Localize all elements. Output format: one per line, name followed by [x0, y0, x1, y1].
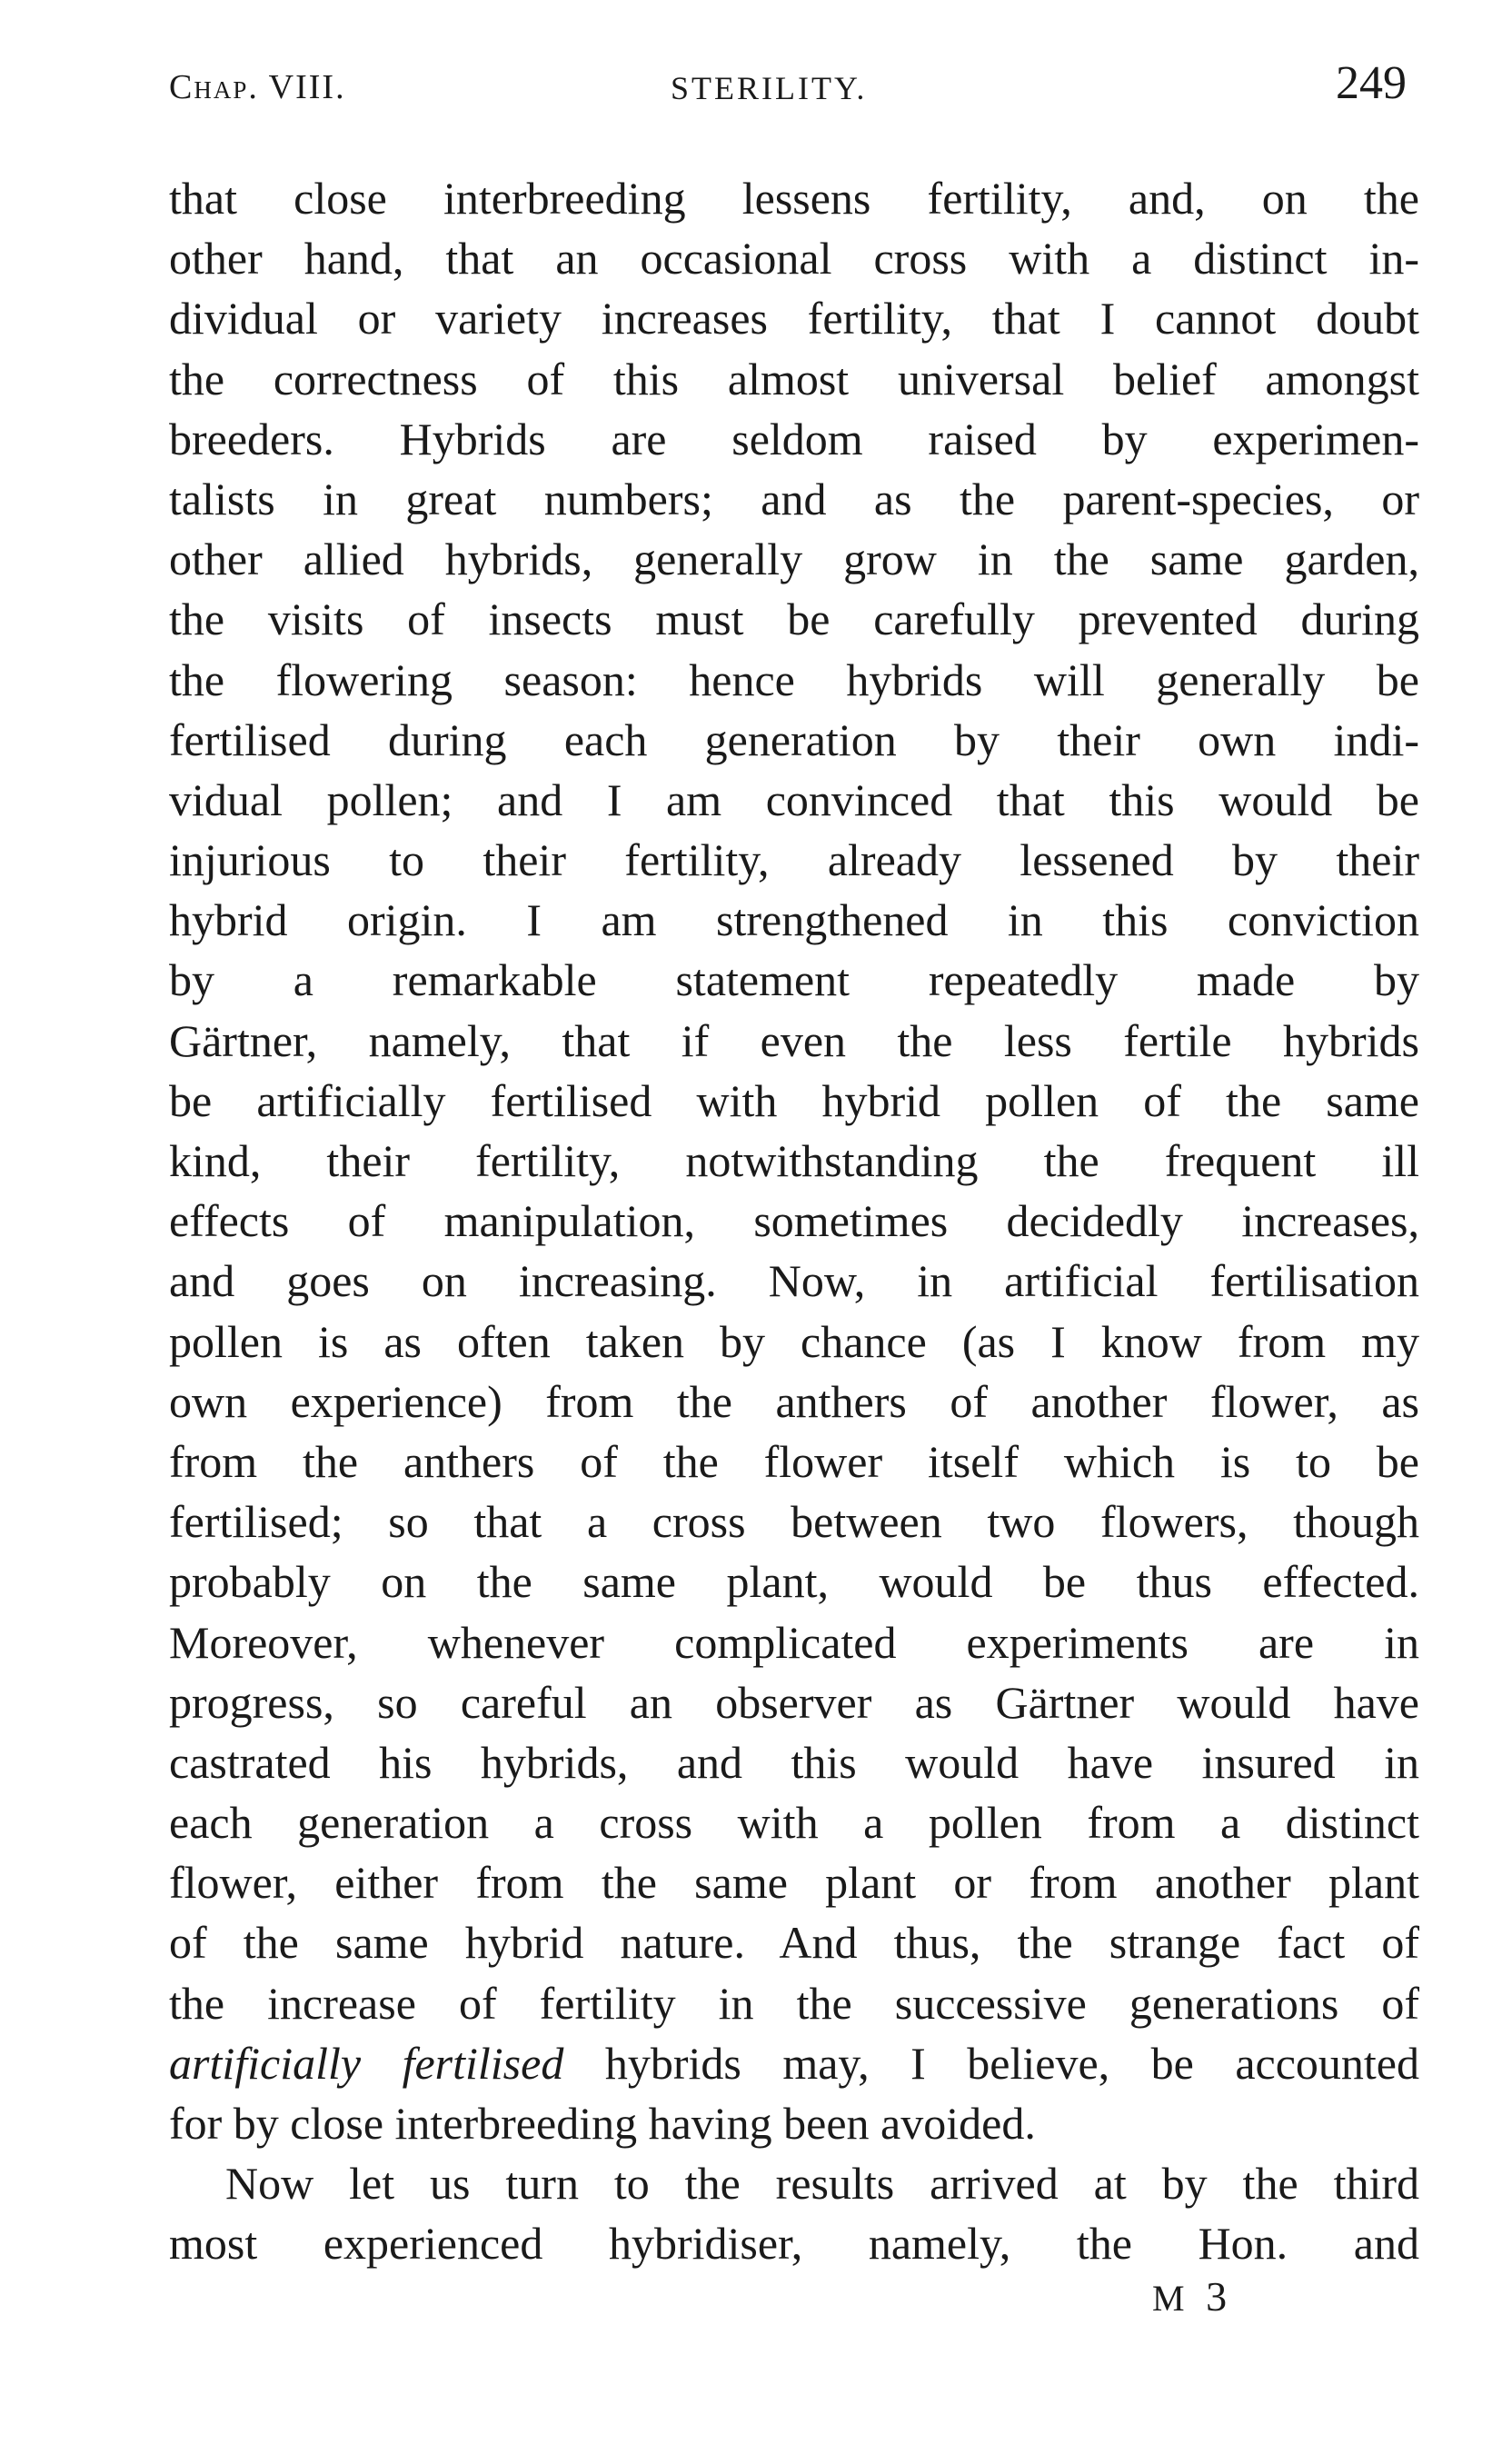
text-line: injurious to their fertility, already lessened by their — [169, 834, 1419, 886]
text-line: that close interbreeding lessens fertility, and, on the — [169, 173, 1419, 224]
signature-mark — [1152, 2272, 1232, 2320]
text-line: talists in great numbers; and as the parent-species, or — [169, 473, 1419, 524]
text-line: pollen is as often taken by chance (as I know from my — [169, 1315, 1419, 1367]
text-line: fertilised during each generation by their own indi- — [169, 714, 1419, 765]
running-header — [169, 56, 1423, 129]
running-title: STERILITY. — [671, 70, 868, 106]
text-line: flower, either from the same plant or from another plant — [169, 1857, 1419, 1909]
text-line: progress, so careful an observer as Gärtner would have — [169, 1676, 1419, 1728]
line-rest: hybrids may, I believe, be accounted — [563, 2037, 1420, 2089]
italic-phrase: artificially fertilised — [169, 2037, 564, 2089]
text-line: the increase of fertility in the successive generations of — [169, 1977, 1419, 2029]
text-line: each generation a cross with a pollen from a distinct — [169, 1797, 1419, 1849]
text-line: the visits of insects must be carefully prevented during — [169, 594, 1419, 645]
text-line: other hand, that an occasional cross with a distinct in- — [169, 233, 1419, 284]
text-line: own experience) from the anthers of another flower, as — [169, 1375, 1419, 1427]
text-line: vidual pollen; and I am convinced that this would be — [169, 773, 1419, 825]
text-line: the flowering season: hence hybrids will generally be — [169, 654, 1419, 705]
text-line: most experienced hybridiser, namely, the Hon. and — [169, 2218, 1419, 2270]
text-line: probably on the same plant, would be thus effected. — [169, 1556, 1419, 1608]
body-text — [169, 168, 1419, 2274]
signature-number: 3 — [1206, 2273, 1233, 2320]
text-line: fertilised; so that a cross between two flowers, though — [169, 1496, 1419, 1548]
signature-letter: M — [1152, 2278, 1190, 2319]
text-line: dividual or variety increases fertility, that I cannot doubt — [169, 293, 1419, 344]
text-line: effects of manipulation, sometimes decidedly increases, — [169, 1195, 1419, 1247]
text-line: kind, their fertility, notwithstanding the frequent ill — [169, 1135, 1419, 1186]
text-line: the correctness of this almost universal belief amongst — [169, 353, 1419, 404]
text-line: and goes on increasing. Now, in artificial fertilisation — [169, 1255, 1419, 1307]
chapter-label: Chap. VIII. — [169, 68, 346, 106]
text-line: Moreover, whenever complicated experiments are in — [169, 1616, 1419, 1668]
text-line: from the anthers of the flower itself which is to be — [169, 1435, 1419, 1487]
text-line: hybrid origin. I am strengthened in this conviction — [169, 894, 1419, 946]
paragraph-start-line: Now let us turn to the results arrived at by the third — [225, 2158, 1419, 2210]
page-number: 249 — [1336, 57, 1407, 109]
text-line-italic — [169, 2033, 1419, 2093]
text-line: be artificially fertilised with hybrid pollen of the same — [169, 1074, 1419, 1126]
text-line: of the same hybrid nature. And thus, the strange fact of — [169, 1917, 1419, 1969]
text-line: castrated his hybrids, and this would have insured in — [169, 1736, 1419, 1788]
text-line: by a remarkable statement repeatedly made by — [169, 954, 1419, 1006]
text-line: other allied hybrids, generally grow in the same garden, — [169, 534, 1419, 585]
text-line: breeders. Hybrids are seldom raised by experimen- — [169, 413, 1419, 464]
paragraph-end-line: for by close interbreeding having been avoided. — [169, 2098, 1036, 2149]
text-line: Gärtner, namely, that if even the less fertile hybrids — [169, 1014, 1419, 1066]
